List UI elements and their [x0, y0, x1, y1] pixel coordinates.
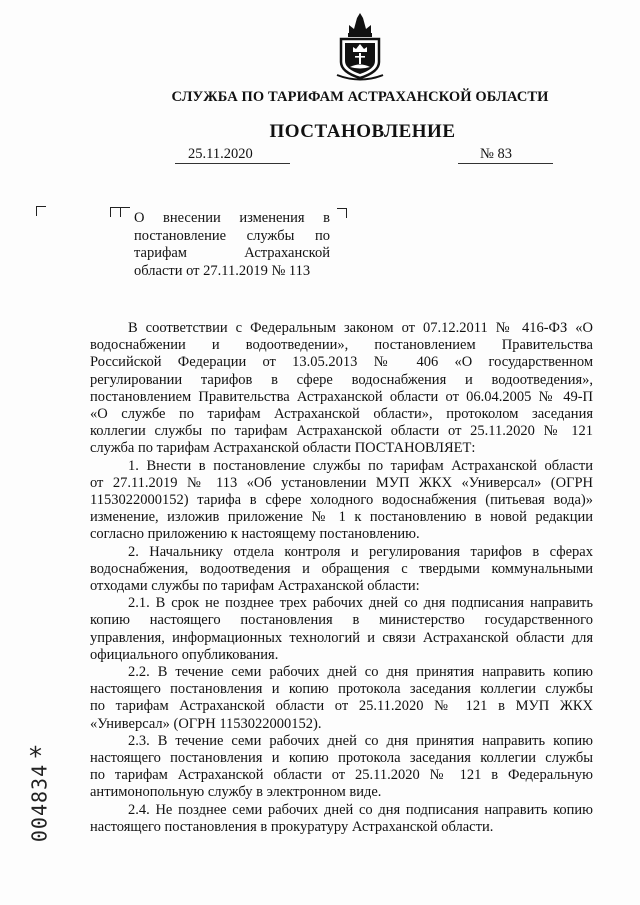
corner-mark: [337, 208, 347, 218]
body-line: 2.4. Не позднее семи рабочих дней со дня подписания направить копию: [128, 801, 593, 818]
body-line: антимонопольную службу в электронном виде.: [90, 784, 382, 801]
body-line: копию настоящего постановления в министерство государственного: [90, 612, 593, 629]
subject-line: постановление службы по: [134, 227, 330, 244]
corner-mark: [120, 207, 130, 217]
organization-name: СЛУЖБА ПО ТАРИФАМ АСТРАХАНСКОЙ ОБЛАСТИ: [171, 89, 549, 105]
body-line: 1153022000152) тарифа в сфере холодного водоснабжения (питьевая вода)»: [90, 492, 593, 509]
asterisk-mark: *: [29, 742, 42, 772]
body-line: по тарифам Астраханской области от 25.11.2020 № 121 в МУП ЖКХ: [90, 698, 593, 715]
body-line: «Универсал» (ОГРН 1153022000152).: [90, 715, 322, 732]
body-line: согласно приложению к настоящему постановлению.: [90, 526, 420, 543]
body-line: 2. Начальнику отдела контроля и регулирования тарифов в сферах: [128, 543, 593, 560]
document-date: 25.11.2020: [188, 146, 253, 162]
body-line: 2.2. В течение семи рабочих дней со дня принятия направить копию: [128, 664, 593, 681]
body-line: водоснабжения, водоотведения и обращения с твердыми коммунальными: [90, 560, 593, 577]
document-subject: [134, 210, 330, 280]
corner-mark: [36, 206, 46, 216]
body-line: изменение, изложив приложение № 1 к постановлению в новой редакции: [90, 509, 593, 526]
body-line: «О службе по тарифам Астраханской области», протоколом заседания: [90, 406, 593, 423]
body-line: постановлением Правительства Астраханской области от 06.04.2005 № 49-П: [90, 388, 593, 405]
body-line: 1. Внести в постановление службы по тарифам Астраханской области: [128, 457, 593, 474]
document-number: № 83: [480, 146, 512, 162]
document-body: [90, 320, 593, 836]
serial-number: 004834: [27, 763, 52, 843]
body-line: настоящего постановления и копию протокола заседания коллегии службы: [90, 681, 593, 698]
subject-line: тарифам Астраханской: [134, 245, 330, 261]
subject-line: области от 27.11.2019 № 113: [134, 262, 311, 279]
body-line: от 27.11.2019 № 113 «Об установлении МУП ЖКХ «Универсал» (ОГРН: [90, 474, 593, 491]
body-line: водоснабжении и водоотведении», постановлением Правительства: [90, 337, 593, 354]
body-line: коллегии службы по тарифам Астраханской области от 25.11.2020 № 121: [90, 423, 593, 440]
astrakhan-coat-of-arms-icon: [335, 12, 385, 82]
body-line: 2.3. В течение семи рабочих дней со дня принятия направить копию: [128, 732, 593, 749]
body-line: Российской Федерации от 13.05.2013 № 406 «О государственном: [90, 354, 593, 371]
date-underline: [175, 163, 290, 164]
body-line: официального опубликования.: [90, 646, 279, 663]
document-type-title: ПОСТАНОВЛЕНИЕ: [269, 121, 456, 142]
body-line: отходами службы по тарифам Астраханской области:: [90, 578, 420, 595]
body-line: В соответствии с Федеральным законом от 07.12.2011 № 416-ФЗ «О: [128, 320, 593, 336]
body-line: служба по тарифам Астраханской области ПОСТАНОВЛЯЕТ:: [90, 440, 476, 457]
body-line: по тарифам Астраханской области от 25.11.2020 № 121 в Федеральную: [90, 767, 593, 784]
body-line: 2.1. В срок не позднее трех рабочих дней со дня подписания направить: [128, 595, 593, 612]
body-line: настоящего постановления и копию протокола заседания коллегии службы: [90, 750, 593, 767]
body-line: управления, информационных технологий и связи Астраханской области для: [90, 629, 593, 646]
body-line: регулировании тарифов в сфере водоснабжения и водоотведения»,: [90, 371, 593, 388]
number-underline: [458, 163, 553, 164]
body-line: настоящего постановления в прокуратуру Астраханской области.: [90, 818, 494, 835]
serial-stamp: [26, 742, 50, 862]
corner-mark: [110, 207, 120, 217]
subject-line: О внесении изменения в: [134, 210, 330, 226]
